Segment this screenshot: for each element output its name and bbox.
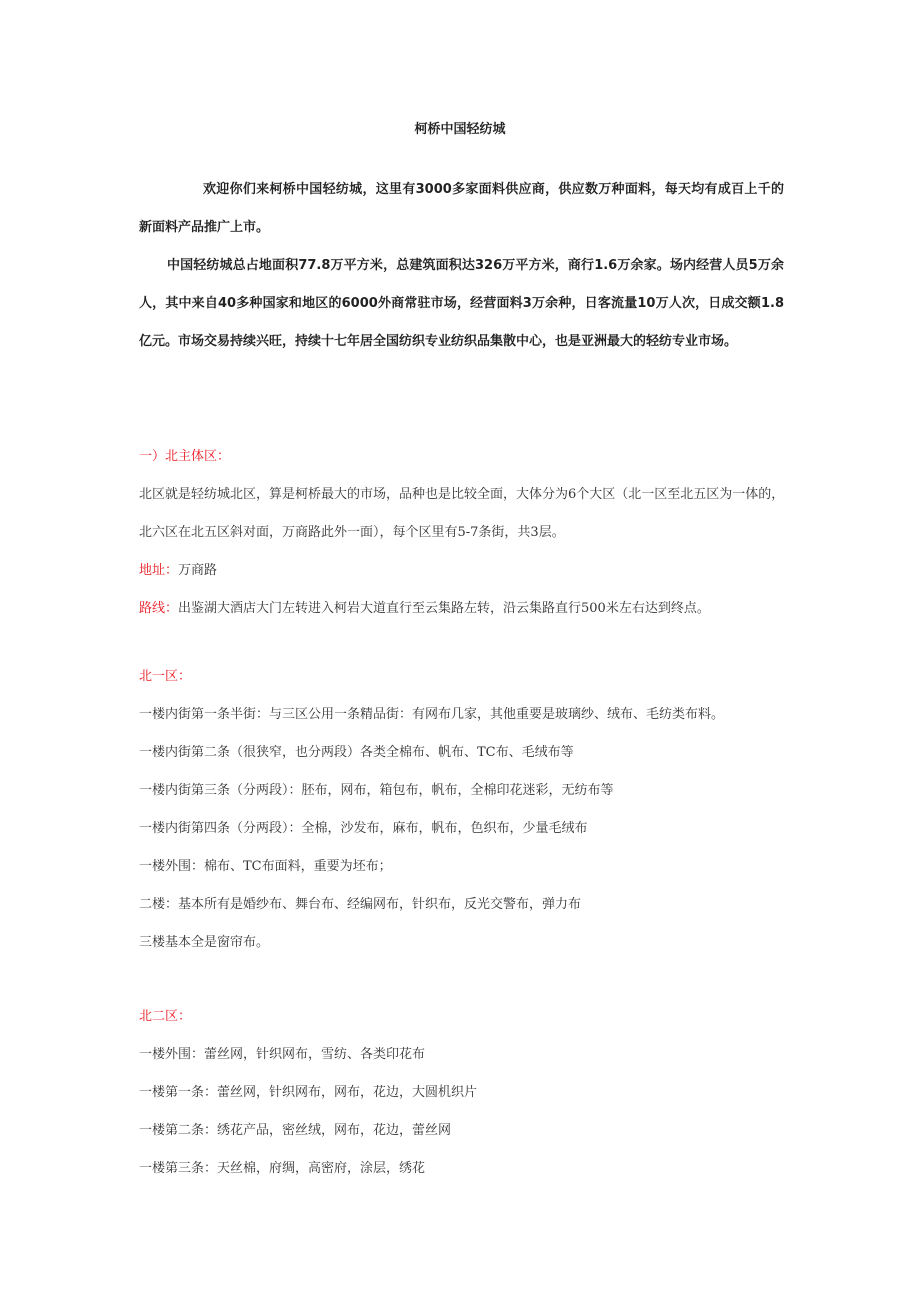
list-item: 二楼：基本所有是婚纱布、舞台布、经编网布，针织布，反光交警布，弹力布 (139, 897, 582, 912)
intro-text-1: 欢迎你们来柯桥中国轻纺城，这里有3000多家面料供应商，供应数万种面料，每天均有成百上千的新面料产品推广上市。 (139, 182, 784, 235)
list-item: 一楼内街第一条半街：与三区公用一条精品街：有网布几家，其他重要是玻璃纱、绒布、毛纺类布料。 (139, 707, 725, 722)
list-item: 一楼第一条：蕾丝网，针织网布，网布，花边，大圆机织片 (139, 1085, 478, 1100)
section-north-1 (139, 658, 789, 962)
address-label: 地址： (139, 563, 179, 578)
intro-paragraph-1 (139, 171, 784, 247)
section-heading: 北二区： (139, 1009, 192, 1024)
document-title: 柯桥中国轻纺城 (414, 122, 506, 137)
route-line (139, 590, 789, 628)
list-item: 一楼第三条：天丝棉，府绸，高密府，涂层，绣花 (139, 1161, 426, 1176)
list-item: 一楼内街第三条（分两段）：胚布，网布，箱包布，帆布，全棉印花迷彩，无纺布等 (139, 783, 614, 798)
list-item: 一楼外围：蕾丝网，针织网布，雪纺、各类印花布 (139, 1047, 426, 1062)
section-heading: 一）北主体区： (139, 449, 231, 464)
address-value: 万商路 (178, 563, 218, 578)
list-item: 三楼基本全是窗帘布。 (139, 935, 270, 950)
address-line (139, 552, 789, 590)
section-north-2 (139, 998, 789, 1188)
intro-paragraph-2 (139, 247, 784, 361)
list-item: 一楼第二条：绣花产品，密丝绒，网布，花边，蕾丝网 (139, 1123, 452, 1138)
section-north-main (139, 438, 789, 628)
section-heading: 北一区： (139, 669, 192, 684)
list-item: 一楼内街第二条（很狭窄，也分两段）各类全棉布、帆布、TC布、毛绒布等 (139, 745, 574, 760)
section-description: 北区就是轻纺城北区，算是柯桥最大的市场，品种也是比较全面，大体分为6个大区（北一区至北五区为一体的，北六区在北五区斜对面，万商路此外一面），每个区里有5-7条街，共3层。 (139, 487, 785, 540)
intro-text-2: 中国轻纺城总占地面积77.8万平方米，总建筑面积达326万平方米，商行1.6万余家。场内经营人员5万余人，其中来自40多种国家和地区的6000外商常驻市场，经营面料3万余种，日客流量10万人次，日成交额1.8亿元。市场交易持续兴旺，持续十七年居全国纺织专业纺织品集散中心，也是亚洲最大的轻纺专业市场。 (139, 258, 784, 349)
route-label: 路线： (139, 601, 179, 616)
route-value: 出鉴湖大酒店大门左转进入柯岩大道直行至云集路左转，沿云集路直行500米左右达到终点。 (178, 601, 710, 616)
list-item: 一楼内街第四条（分两段）：全棉，沙发布，麻布，帆布，色织布，少量毛绒布 (139, 821, 588, 836)
list-item: 一楼外围：棉布、TC布面料，重要为坯布； (139, 859, 392, 874)
